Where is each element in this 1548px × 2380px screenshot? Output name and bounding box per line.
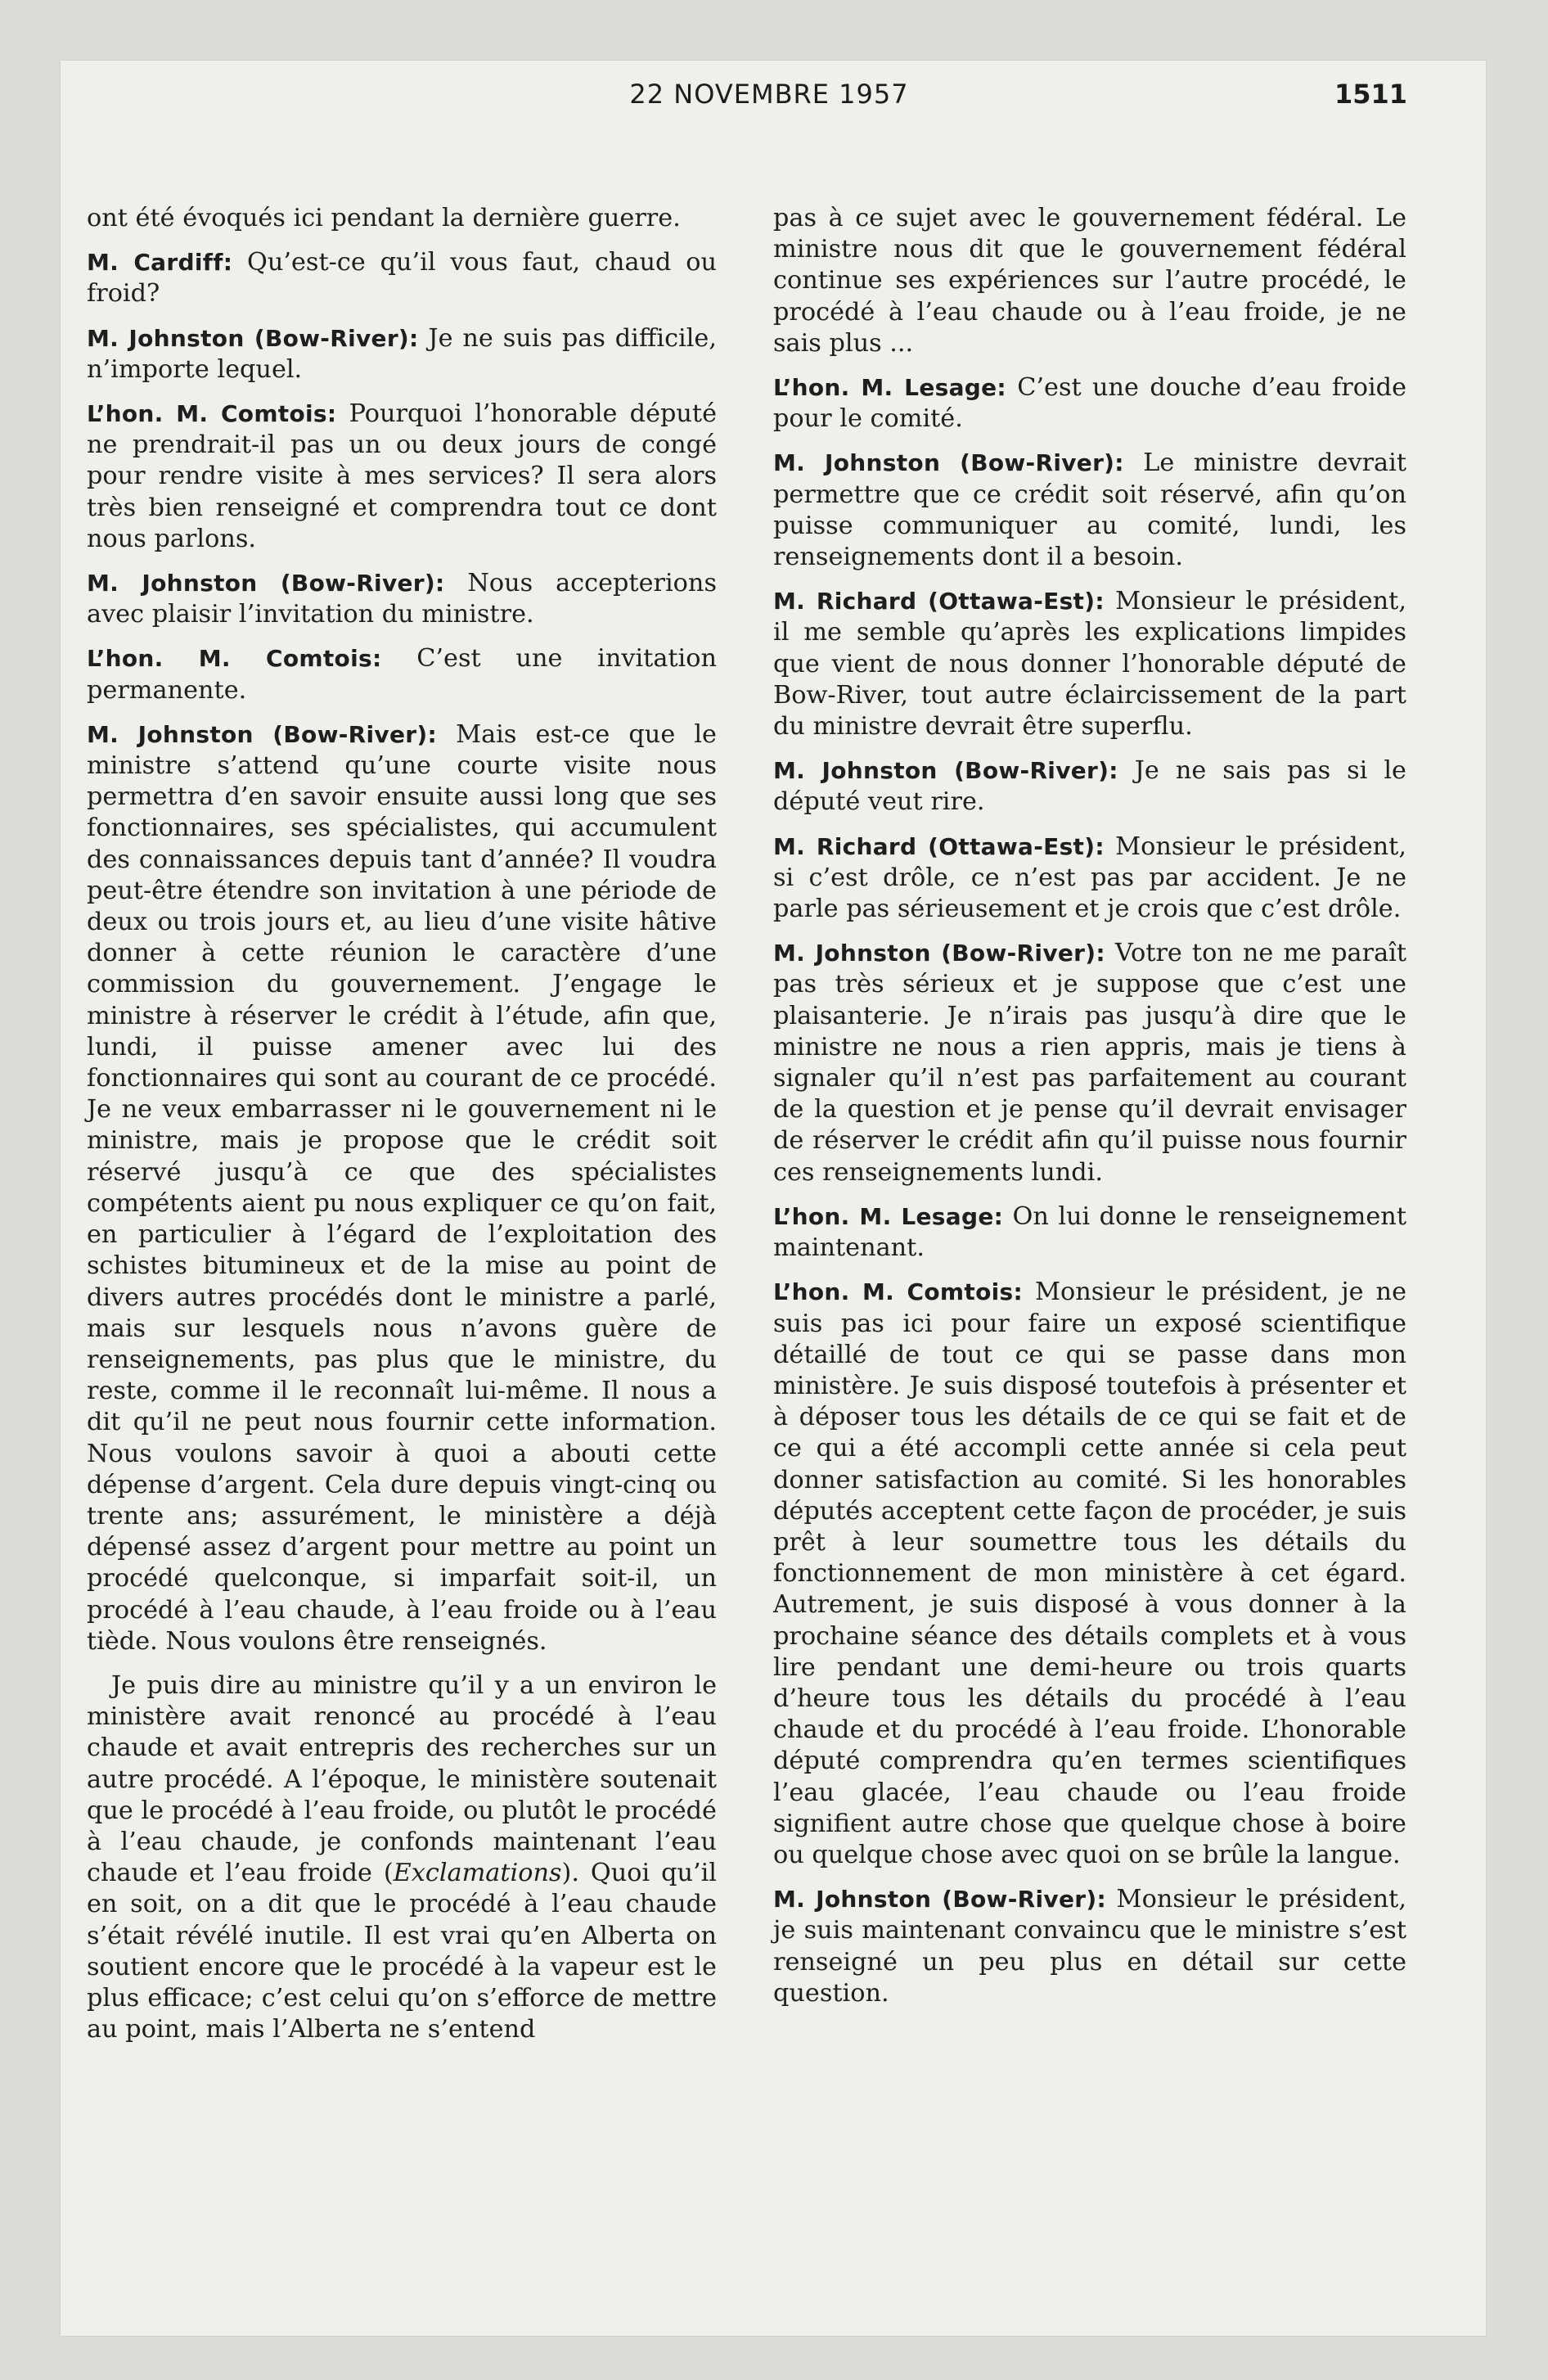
paragraph bbox=[87, 643, 717, 705]
italic-text: Exclamations bbox=[393, 1859, 562, 1888]
paragraph-text: On lui donne le renseignement maintenant. bbox=[773, 1201, 1406, 1263]
paragraph-text: Nous accepterions avec plaisir l’invitation du ministre. bbox=[87, 569, 717, 629]
page-header bbox=[131, 79, 1407, 119]
speaker-name: L’hon. M. Comtois: bbox=[87, 400, 337, 428]
paragraph-text: Monsieur le président, si c’est drôle, ce n’est pas par accident. Je ne parle pas sérieusement et je crois que c’est drôle. bbox=[773, 832, 1406, 924]
paragraph bbox=[773, 448, 1406, 573]
paragraph-text: Le ministre devrait permettre que ce crédit soit réservé, afin qu’on puisse communiquer au comité, lundi, les renseignements dont il a besoin. bbox=[773, 449, 1406, 572]
right-column bbox=[773, 203, 1406, 2022]
speaker-name: M. Richard (Ottawa-Est): bbox=[773, 588, 1105, 615]
page-date: 22 NOVEMBRE 1957 bbox=[629, 79, 909, 110]
speaker-name: M. Johnston (Bow-River): bbox=[87, 720, 437, 748]
left-column bbox=[87, 203, 717, 2058]
paragraph bbox=[773, 755, 1406, 818]
speaker-name: L’hon. M. Lesage: bbox=[773, 1202, 1004, 1230]
paragraph bbox=[773, 1277, 1406, 1871]
paragraph-text: Je puis dire au ministre qu’il y a un environ le ministère avait renoncé au procédé à l’eau chaude et avait entrepris des recherches sur un autre procédé. A l’époque, le ministère soutenait que le procédé à l’eau froide, ou plutôt le procédé à l’eau chaude, je confonds maintenant l’eau chaude et l’eau froide ( bbox=[87, 1670, 717, 1888]
speaker-name: M. Johnston (Bow-River): bbox=[87, 570, 445, 597]
paragraph-text: ont été évoqués ici pendant la dernière guerre. bbox=[87, 204, 681, 232]
paragraph bbox=[87, 399, 717, 555]
paragraph bbox=[87, 203, 717, 234]
paragraph-text: Mais est-ce que le ministre s’attend qu’une courte visite nous permettra d’en savoir ensuite aussi long que ses fonctionnaires, ses spécialistes, qui accumulent des connaissances depuis tant d’année? Il voudra peut-être étendre son invitation à une période de deux ou trois jours et, au lieu d’une visite hâtive donner à cette réunion le caractère d’une commission du gouvernement. J’engage le ministre à réserver le crédit à l’étude, afin que, lundi, il puisse amener avec lui des fonctionnaires qui sont au courant de ce procédé. Je ne veux embarrasser ni le gouvernement ni le ministre, mais je propose que le crédit soit réservé jusqu’à ce que des spécialistes compétents aient pu nous expliquer ce qu’on fait, en particulier à l’égard de l’exploitation des schistes bitumineux et de la mise au point de divers autres procédés dont le ministre a parlé, mais sur lesquels nous n’avons guère de renseignements, pas plus que le ministre, du reste, comme il le reconnaît lui-même. Il nous a dit qu’il ne peut nous fournir cette information. Nous voulons savoir à quoi a abouti cette dépense d’argent. Cela dure depuis vingt-cinq ou trente ans; assurément, le ministère a déjà dépensé assez d’argent pour mettre au point un procédé quelconque, si imparfait soit-il, un procédé à l’eau chaude, à l’eau froide ou à l’eau tiède. Nous voulons être renseignés. bbox=[87, 719, 717, 1656]
speaker-name: L’hon. M. Comtois: bbox=[87, 645, 382, 673]
speaker-name: M. Johnston (Bow-River): bbox=[87, 324, 419, 352]
paragraph bbox=[773, 938, 1406, 1188]
paragraph bbox=[87, 323, 717, 385]
paragraph-text: Je ne suis pas difficile, n’importe lequel. bbox=[87, 323, 717, 384]
paragraph-text: Qu’est-ce qu’il vous faut, chaud ou froid? bbox=[87, 248, 717, 309]
paragraph-text: Pourquoi l’honorable député ne prendrait-il pas un ou deux jours de congé pour rendre visite à mes services? Il sera alors très bien renseigné et comprendra tout ce dont nous parlons. bbox=[87, 399, 718, 553]
speaker-name: M. Johnston (Bow-River): bbox=[773, 940, 1105, 967]
paragraph-text: Monsieur le président, il me semble qu’après les explications limpides que vient de nous donner l’honorable député de Bow-River, tout autre éclaircissement de la part du ministre devrait être superflu. bbox=[773, 587, 1406, 741]
paragraph bbox=[87, 719, 717, 1657]
speaker-name: M. Richard (Ottawa-Est): bbox=[773, 832, 1105, 860]
paragraph-text: Monsieur le président, je ne suis pas ici pour faire un exposé scientifique détaillé de tout ce qui se passe dans mon ministère. Je suis disposé toutefois à présenter et à déposer tous les détails de ce qui se fait et de ce qui a été accompli cette année si cela peut donner satisfaction au comité. Si les honorables députés acceptent cette façon de procéder, je suis prêt à leur soumettre tous les détails du fonctionnement de mon ministère à cet égard. Autrement, je suis disposé à vous donner à la prochaine séance des détails complets et à vous lire pendant une demi-heure ou trois quarts d’heure tous les détails du procédé à l’eau chaude et du procédé à l’eau froide. L’honorable député comprendra qu’en termes scientifiques l’eau glacée, l’eau chaude ou l’eau froide signifient autre chose que quelque chose à boire ou quelque chose avec quoi on se brûle la langue. bbox=[773, 1278, 1406, 1869]
paragraph-text: C’est une douche d’eau froide pour le comité. bbox=[773, 373, 1407, 434]
speaker-name: M. Johnston (Bow-River): bbox=[773, 1886, 1106, 1913]
paragraph bbox=[773, 203, 1406, 359]
page-number: 1511 bbox=[1334, 79, 1407, 110]
paragraph-text: Monsieur le président, je suis maintenant convaincu que le ministre s’est renseigné un peu plus en détail sur cette question. bbox=[773, 1885, 1406, 2008]
speaker-name: M. Cardiff: bbox=[87, 249, 233, 277]
paragraph bbox=[773, 372, 1406, 435]
paragraph-text: Votre ton ne me paraît pas très sérieux et je suppose que c’est une plaisanterie. Je n’irais pas jusqu’à dire que le ministre ne nous a rien appris, mais je tiens à signaler qu’il n’est pas parfaitement au courant de la question et je pense qu’il devrait envisager de réserver le crédit afin qu’il puisse nous fournir ces renseignements lundi. bbox=[773, 939, 1406, 1187]
paragraph bbox=[773, 1201, 1406, 1264]
paragraph bbox=[773, 1884, 1406, 2009]
paragraph bbox=[773, 832, 1406, 926]
paragraph-text: Je ne sais pas si le député veut rire. bbox=[773, 756, 1406, 817]
paragraph bbox=[773, 586, 1406, 742]
paragraph-text: ). Quoi qu’il en soit, on a dit que le procédé à l’eau chaude s’était révélé inutile. Il est vrai qu’en Alberta on soutient encore que le procédé à la vapeur est le plus efficace; c’est celui qu’on s’efforce de mettre au point, mais l’Alberta ne s’entend bbox=[87, 1859, 717, 2044]
speaker-name: M. Johnston (Bow-River): bbox=[773, 757, 1118, 785]
paragraph bbox=[87, 247, 717, 309]
paragraph bbox=[87, 568, 717, 630]
paragraph-text: C’est une invitation permanente. bbox=[87, 644, 717, 705]
paragraph-text: pas à ce sujet avec le gouvernement fédéral. Le ministre nous dit que le gouvernement fédéral continue ses expériences sur l’autre procédé, le procédé à l’eau chaude ou à l’eau froide, je ne sais plus ... bbox=[773, 204, 1406, 358]
speaker-name: L’hon. M. Comtois: bbox=[773, 1278, 1023, 1306]
speaker-name: L’hon. M. Lesage: bbox=[773, 374, 1006, 402]
speaker-name: M. Johnston (Bow-River): bbox=[773, 449, 1124, 477]
paragraph bbox=[87, 1670, 717, 2045]
